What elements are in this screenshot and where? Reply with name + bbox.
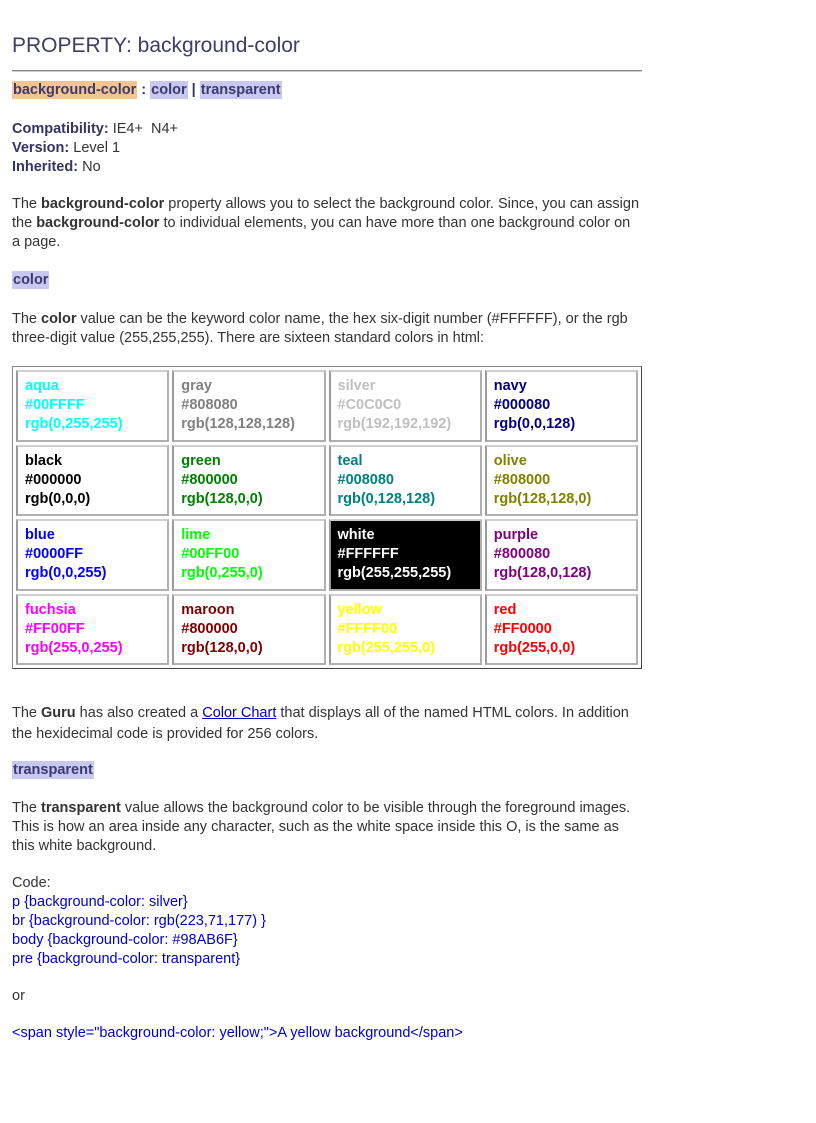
or-text: or <box>12 988 25 1004</box>
syntax-line <box>12 82 282 98</box>
color-hex: #800000 <box>181 620 238 637</box>
version-label: Version: <box>12 140 70 156</box>
page-title: PROPERTY: background-color <box>12 34 300 57</box>
transparent-text-2: value allows the background color to be visible through the foreground images. This is how an area inside any character, such as the white space inside this O, is the same as this white background. <box>12 800 631 854</box>
color-cell-aqua <box>16 370 169 442</box>
color-cell-fuchsia <box>16 594 169 666</box>
code-label: Code: <box>12 875 51 891</box>
color-chart-link[interactable]: Color Chart <box>202 705 277 721</box>
color-cell-green <box>172 445 325 517</box>
color-name: aqua <box>25 378 59 395</box>
color-cell-silver <box>329 370 482 442</box>
inherited-value: No <box>82 159 101 175</box>
color-rgb: rgb(0,0,0) <box>25 490 91 507</box>
color-hex: #0000FF <box>25 546 84 563</box>
color-cell-lime <box>172 519 325 591</box>
compatibility-label: Compatibility: <box>12 121 109 137</box>
property-meta <box>12 120 642 177</box>
color-name: purple <box>493 527 539 544</box>
color-cell-navy <box>485 370 638 442</box>
color-hex: #000080 <box>493 397 551 414</box>
color-table-row <box>16 445 638 517</box>
color-name: silver <box>337 378 376 395</box>
color-name: fuchsia <box>25 601 76 618</box>
guru-bold: Guru <box>41 705 76 721</box>
compatibility-row <box>12 120 642 139</box>
intro-paragraph <box>12 195 642 252</box>
color-table-row <box>16 370 638 442</box>
transparent-bold: transparent <box>41 800 121 816</box>
color-bold-1: color <box>41 311 77 327</box>
color-rgb: rgb(0,255,255) <box>25 416 123 433</box>
code-block <box>12 874 642 969</box>
color-rgb: rgb(255,0,0) <box>493 639 576 656</box>
color-rgb: rgb(128,128,128) <box>181 416 295 433</box>
color-hex: #FF00FF <box>25 620 85 637</box>
color-cell-blue <box>16 519 169 591</box>
intro-bold-2: background-color <box>36 215 160 231</box>
syntax-pipe: | <box>191 82 196 98</box>
color-hex: #00FF00 <box>181 546 240 563</box>
color-rgb: rgb(0,0,128) <box>493 416 576 433</box>
color-text-1: The <box>12 311 42 327</box>
color-cell-purple <box>485 519 638 591</box>
code-line: body {background-color: #98AB6F} <box>12 932 238 948</box>
color-cell-red <box>485 594 638 666</box>
guru-text-2: has also created a <box>75 705 203 721</box>
color-cell-teal <box>329 445 482 517</box>
color-name: yellow <box>337 601 382 618</box>
color-rgb: rgb(255,0,255) <box>25 639 123 656</box>
compatibility-value: IE4+ N4+ <box>112 121 178 137</box>
color-name: red <box>493 601 517 618</box>
color-name: navy <box>493 378 527 395</box>
color-rgb: rgb(128,0,0) <box>181 490 263 507</box>
color-rgb: rgb(128,128,0) <box>493 490 592 507</box>
color-table-row <box>16 594 638 666</box>
color-cell-maroon <box>172 594 325 666</box>
color-rgb: rgb(0,0,255) <box>25 565 107 582</box>
guru-text-3: that displays all of the named HTML colors. In addition the hexidecimal code is provided for 256 colors. <box>12 705 629 742</box>
color-name: maroon <box>181 601 235 618</box>
code-line: pre {background-color: transparent} <box>12 951 241 967</box>
color-rgb: rgb(128,0,128) <box>493 565 592 582</box>
syntax-value-transparent: transparent <box>200 82 281 98</box>
color-cell-olive <box>485 445 638 517</box>
color-rgb: rgb(255,255,0) <box>337 639 436 656</box>
color-hex: #C0C0C0 <box>337 397 402 414</box>
code-line: br {background-color: rgb(223,71,177) } <box>12 913 266 929</box>
color-cell-yellow <box>329 594 482 666</box>
color-name: white <box>337 527 375 544</box>
color-rgb: rgb(128,0,0) <box>181 639 263 656</box>
version-value: Level 1 <box>73 140 121 156</box>
color-hex: #000000 <box>25 471 82 488</box>
intro-bold-1: background-color <box>41 196 165 212</box>
color-hex: #800080 <box>493 546 551 563</box>
color-rgb: rgb(0,255,0) <box>181 565 263 582</box>
color-name: teal <box>337 452 363 469</box>
inherited-label: Inherited: <box>12 159 79 175</box>
guru-text-1: The <box>12 705 42 721</box>
transparent-paragraph <box>12 799 642 856</box>
color-text-2: value can be the keyword color name, the hex six-digit number (#FFFFFF), or the rgb three-digit value (255,255,255). There are sixteen standard colors in html: <box>12 311 628 346</box>
color-hex: #808000 <box>493 471 551 488</box>
version-row <box>12 139 642 158</box>
color-rgb: rgb(192,192,192) <box>337 416 452 433</box>
syntax-property: background-color <box>13 82 137 98</box>
color-section-label: color <box>13 272 49 288</box>
color-rgb: rgb(0,128,128) <box>337 490 436 507</box>
color-hex: #008080 <box>337 471 394 488</box>
color-hex: #00FFFF <box>25 397 85 414</box>
color-name: black <box>25 452 63 469</box>
intro-text-1: The <box>12 196 42 212</box>
color-name: blue <box>25 527 55 544</box>
color-cell-gray <box>172 370 325 442</box>
color-name: green <box>181 452 221 469</box>
color-hex: #FFFF00 <box>337 620 398 637</box>
title-divider <box>12 70 642 72</box>
color-name: gray <box>181 378 212 395</box>
syntax-value-color: color <box>151 82 187 98</box>
span-code-example: <span style="background-color: yellow;">A yellow background</span> <box>12 1025 463 1041</box>
color-hex: #808080 <box>181 397 238 414</box>
color-name: olive <box>493 452 527 469</box>
transparent-section-label: transparent <box>13 762 93 778</box>
color-table <box>12 366 642 669</box>
intro-text-3: to individual elements, you can have more than one background color on a page. <box>12 215 631 250</box>
color-hex: #800000 <box>181 471 238 488</box>
color-cell-black <box>16 445 169 517</box>
intro-text-2: property allows you to select the background color. Since, you can assign the <box>12 196 640 231</box>
color-name: lime <box>181 527 211 544</box>
code-line: p {background-color: silver} <box>12 894 188 910</box>
color-table-row <box>16 519 638 591</box>
color-paragraph <box>12 310 642 348</box>
syntax-colon: : <box>141 82 147 98</box>
transparent-text-1: The <box>12 800 42 816</box>
color-rgb: rgb(255,255,255) <box>337 565 452 582</box>
color-cell-white <box>329 519 482 591</box>
guru-paragraph <box>12 703 642 745</box>
color-hex: #FFFFFF <box>337 546 399 563</box>
inherited-row <box>12 158 642 177</box>
color-hex: #FF0000 <box>493 620 552 637</box>
